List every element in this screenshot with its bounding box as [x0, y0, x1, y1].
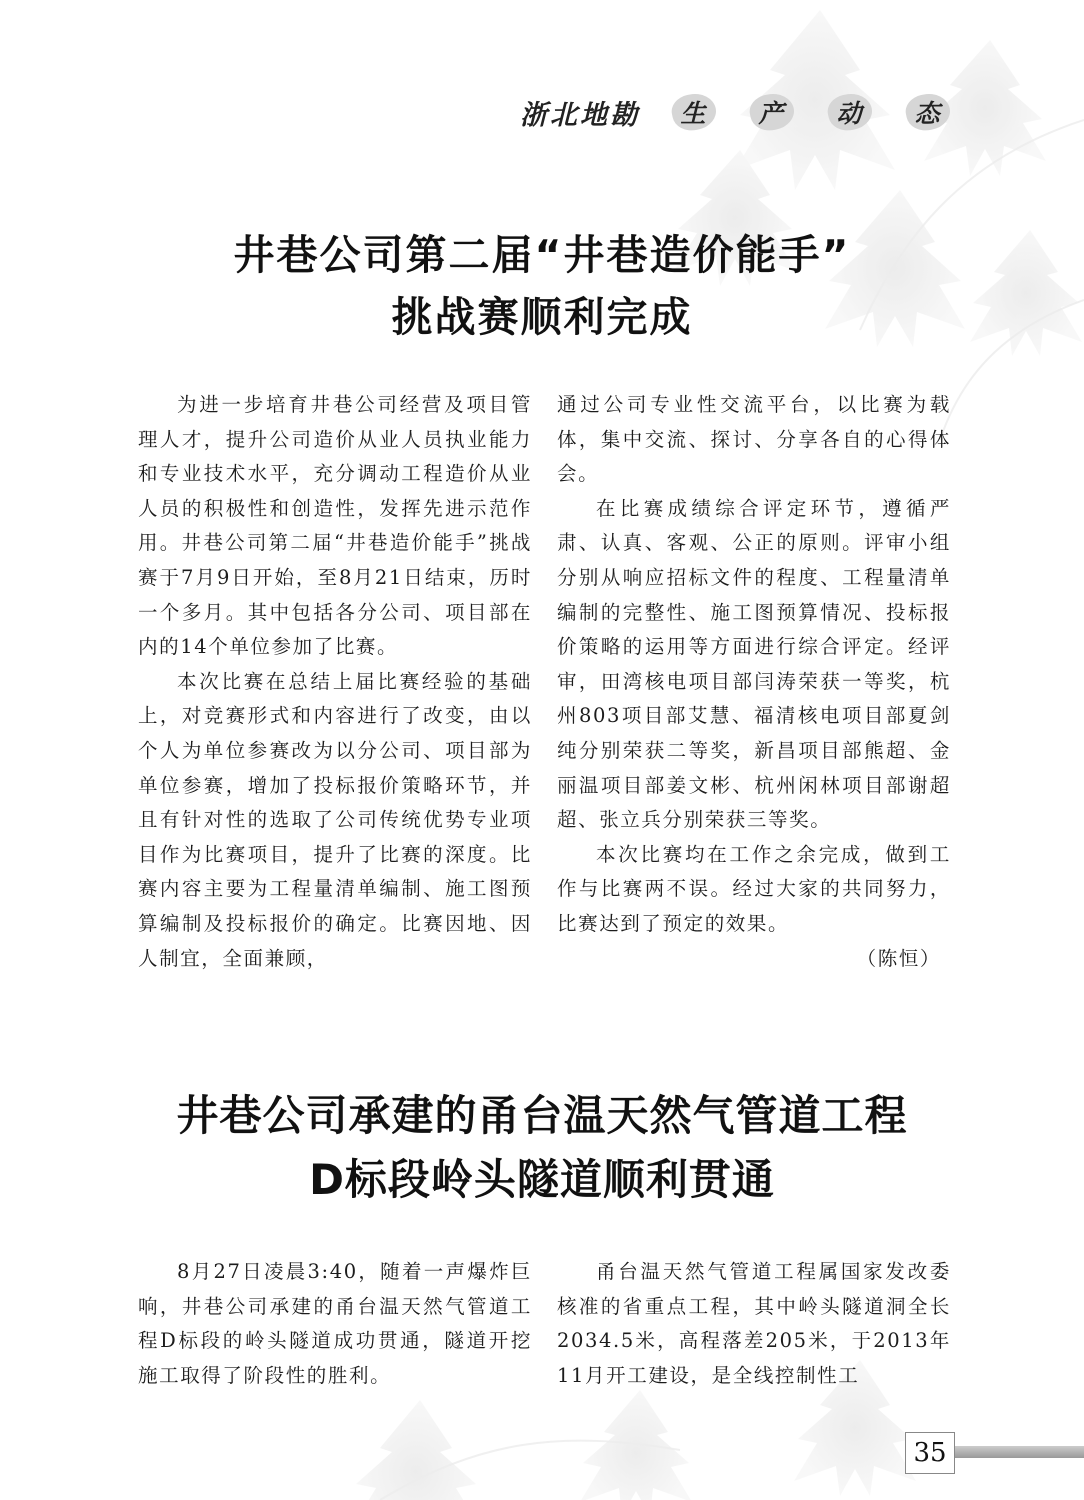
page-number-bar — [953, 1446, 1084, 1458]
article-title-line: 井巷公司第二届“井巷造价能手” — [233, 231, 851, 279]
article-body-right-column — [557, 388, 951, 976]
section-name — [668, 92, 980, 132]
paragraph: 本次比赛均在工作之余完成，做到工作与比赛两不误。经过大家的共同努力，比赛达到了预定的效果。 — [557, 842, 951, 935]
article-body-right-column — [557, 1255, 951, 1393]
paragraph: 本次比赛在总结上届比赛经验的基础上，对竞赛形式和内容进行了改变，由以个人为单位参赛改为以分公司、项目部为单位参赛，增加了投标报价策略环节，并且有针对性的选取了公司传统优势专业项目作为比赛项目，提升了比赛的深度。比赛内容主要为工程量清单编制、施工图预算编制及投标报价的确定。比赛因地、因人制宜，全面兼顾， — [138, 669, 532, 970]
article-title-line: 挑战赛顺利完成 — [391, 293, 693, 341]
article-body-left-column — [138, 1255, 532, 1393]
section-char: 产 — [746, 92, 796, 132]
article-title — [0, 224, 1084, 348]
article-title — [0, 1084, 1084, 1212]
article-title-line: 井巷公司承建的甬台温天然气管道工程 — [176, 1091, 908, 1140]
section-char: 态 — [902, 92, 952, 132]
paragraph-continuation: 通过公司专业性交流平台，以比赛为载体，集中交流、探讨、分享各自的心得体会。 — [557, 393, 951, 486]
article-title-line: D标段岭头隧道顺利贯通 — [309, 1155, 775, 1204]
page-number: 35 — [905, 1432, 955, 1474]
paragraph: 甬台温天然气管道工程属国家发改委核准的省重点工程，其中岭头隧道洞全长2034.5米，高程落差205米，于2013年11月开工建设，是全线控制性工 — [557, 1260, 951, 1387]
section-char: 生 — [668, 92, 718, 132]
paragraph: 8月27日凌晨3:40，随着一声爆炸巨响，井巷公司承建的甬台温天然气管道工程D标段的岭头隧道成功贯通，隧道开挖施工取得了阶段性的胜利。 — [138, 1260, 532, 1387]
paragraph: 为进一步培育井巷公司经营及项目管理人才，提升公司造价从业人员执业能力和专业技术水平，充分调动工程造价从业人员的积极性和创造性，发挥先进示范作用。井巷公司第二届“井巷造价能手”挑战赛于7月9日开始，至8月21日结束，历时一个多月。其中包括各分公司、项目部在内的14个单位参加了比赛。 — [138, 393, 532, 659]
section-header — [520, 92, 980, 132]
paragraph: 在比赛成绩综合评定环节，遵循严肃、认真、客观、公正的原则。评审小组分别从响应招标文件的程度、工程量清单编制的完整性、施工图预算情况、投标报价策略的运用等方面进行综合评定。经评审，田湾核电项目部闫涛荣获一等奖，杭州803项目部艾慧、福清核电项目部夏剑纯分别荣获二等奖，新昌项目部熊超、金丽温项目部姜文彬、杭州闲林项目部谢超超、张立兵分别荣获三等奖。 — [557, 496, 951, 832]
magazine-name: 浙北地勘 — [520, 99, 640, 131]
article-body-left-column — [138, 388, 532, 976]
section-char: 动 — [824, 92, 874, 132]
article-author: （陈恒） — [856, 946, 941, 970]
